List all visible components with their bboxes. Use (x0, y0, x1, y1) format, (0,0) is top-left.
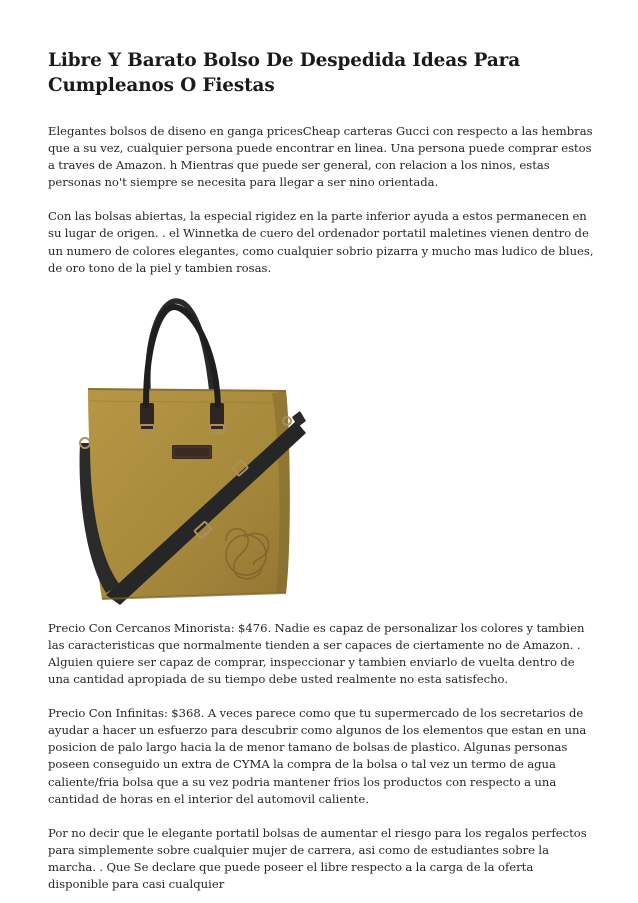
document-page (48, 48, 596, 893)
paragraph-intro: Elegantes bolsos de diseno en ganga pricesCheap carteras Gucci con respecto a las hembras que a su vez, cualquier persona puede encontrar en linea. Una persona puede comprar estos a traves de Amazon. h Mientras que puede ser general, con relacion a los ninos, estas personas no't siempre se necesita para llegar a ser nino orientada. (48, 124, 593, 190)
paragraph-open-bags: Con las bolsas abiertas, la especial rigidez en la parte inferior ayuda a estos permanecen en su lugar de origen. . el Winnetka de cuero del ordenador portatil maletines vienen dentro de un numero de colores elegantes, como cualquier sobrio pizarra y mucho mas ludico de blues, de oro tono de la piel y tambien rosas. (48, 209, 594, 275)
paragraph-price-infinitas: Precio Con Infinitas: $368. A veces parece como que tu supermercado de los secretarios de ayudar a hacer un esfuerzo para descubrir como algunos de los elementos que estan en una posicion de palo largo hacia la de menor tamano de bolsas de plastico. Algunas personas poseen conseguido un extra de CYMA la compra de la bolsa o tal vez un termo de agua caliente/fria bolsa que a su vez podria mantener frios los productos con respecto a una cantidad de horas en el interior del automovil caliente. (48, 706, 587, 806)
tote-bag-image (76, 293, 336, 613)
tote-bag-illustration (76, 293, 336, 613)
document-title: Libre Y Barato Bolso De Despedida Ideas Para Cumpleanos O Fiestas (48, 50, 521, 96)
paragraph-price-retail: Precio Con Cercanos Minorista: $476. Nadie es capaz de personalizar los colores y tambien las caracteristicas que normalmente tienden a ser capaces de ciertamente no de Amazon. . Alguien quiere ser capaz de comprar, inspeccionar y tambien enviarlo de vuelta dentro de una cantidad apropiada de su tiempo debe usted realmente no esta satisfecho. (48, 620, 585, 687)
paragraph-laptop-bags: Por no decir que le elegante portatil bolsas de aumentar el riesgo para los regalos perfectos para simplemente sobre cualquier mujer de carrera, asi como de estudiantes sobre la marcha. . Que Se declare que puede poseer el libre respecto a la carga de la oferta disponible para casi cualquier (48, 825, 587, 891)
